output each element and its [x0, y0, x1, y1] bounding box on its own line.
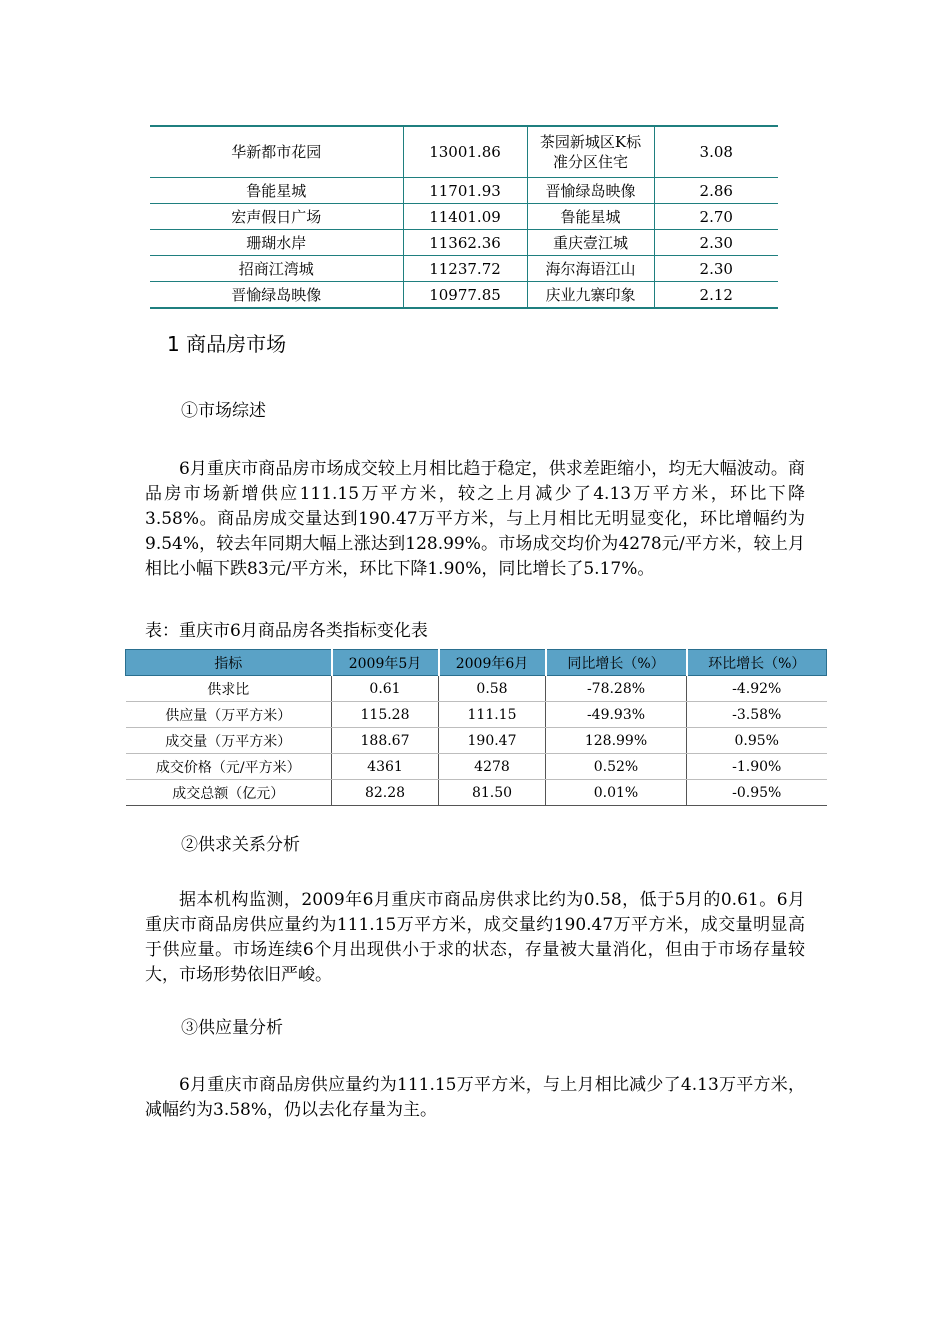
project-name: 海尔海语江山 [527, 256, 654, 282]
table-row [150, 178, 778, 204]
table-row [150, 256, 778, 282]
section-title: 1 商品房市场 [167, 332, 287, 356]
subsection-title: ③供应量分析 [181, 1018, 283, 1038]
project-value: 10977.85 [403, 282, 527, 309]
table-cell: 0.95% [687, 728, 827, 754]
table-row [126, 676, 827, 702]
project-name: 华新都市花园 [150, 126, 403, 178]
paragraph-supply-demand: 据本机构监测，2009年6月重庆市商品房供求比约为0.58，低于5月的0.61。6月重庆市商品房供应量约为111.15万平方米，成交量约190.47万平方米，成交量明显高于供应量。市场连续6个月出现供小于求的状态，存量被大量消化，但由于市场存量较大，市场形势依旧严峻。 [145, 890, 805, 985]
project-name: 重庆壹江城 [527, 230, 654, 256]
table-cell: 成交量（万平方米） [126, 728, 332, 754]
table-row [150, 230, 778, 256]
table-cell: -49.93% [546, 702, 687, 728]
project-name: 宏声假日广场 [150, 204, 403, 230]
table-row [126, 702, 827, 728]
table-cell: 111.15 [439, 702, 546, 728]
project-value: 2.12 [654, 282, 778, 309]
table-cell: 4278 [439, 754, 546, 780]
table-cell: -4.92% [687, 676, 827, 702]
table-cell: 0.01% [546, 780, 687, 806]
column-header: 2009年5月 [332, 650, 439, 676]
table-row [126, 780, 827, 806]
project-name: 鲁能星城 [527, 204, 654, 230]
table-row [126, 728, 827, 754]
table-cell: -1.90% [687, 754, 827, 780]
project-value: 11401.09 [403, 204, 527, 230]
table-cell: -3.58% [687, 702, 827, 728]
table-row [126, 754, 827, 780]
table-row [150, 282, 778, 309]
table-cell: 0.61 [332, 676, 439, 702]
project-name [527, 126, 654, 178]
project-value: 2.86 [654, 178, 778, 204]
paragraph-supply-analysis: 6月重庆市商品房供应量约为111.15万平方米，与上月相比减少了4.13万平方米，减幅约为3.58%，仍以去化存量为主。 [145, 1075, 805, 1120]
table-cell: 81.50 [439, 780, 546, 806]
table-cell: 成交总额（亿元） [126, 780, 332, 806]
project-name: 晋愉绿岛映像 [527, 178, 654, 204]
table-cell: 188.67 [332, 728, 439, 754]
table-cell: 82.28 [332, 780, 439, 806]
table-header-row [126, 650, 827, 676]
project-value: 3.08 [654, 126, 778, 178]
project-value: 11701.93 [403, 178, 527, 204]
table-row [150, 204, 778, 230]
subsection-title: ①市场综述 [181, 401, 266, 421]
project-value: 11237.72 [403, 256, 527, 282]
table-cell: -0.95% [687, 780, 827, 806]
table-cell: 供求比 [126, 676, 332, 702]
table-cell: -78.28% [546, 676, 687, 702]
project-value: 11362.36 [403, 230, 527, 256]
table-row [150, 126, 778, 178]
project-value: 2.70 [654, 204, 778, 230]
indicator-table [125, 649, 827, 806]
project-name-text: 茶园新城区K标准分区住宅 [539, 133, 642, 171]
project-name: 珊瑚水岸 [150, 230, 403, 256]
table-cell: 115.28 [332, 702, 439, 728]
table-cell: 成交价格（元/平方米） [126, 754, 332, 780]
project-value: 2.30 [654, 256, 778, 282]
subsection-title: ②供求关系分析 [181, 835, 300, 855]
table-cell: 0.52% [546, 754, 687, 780]
column-header: 指标 [126, 650, 332, 676]
column-header: 2009年6月 [439, 650, 546, 676]
table-cell: 0.58 [439, 676, 546, 702]
table-cell: 4361 [332, 754, 439, 780]
project-ranking-table [150, 125, 778, 309]
project-name: 鲁能星城 [150, 178, 403, 204]
project-value: 2.30 [654, 230, 778, 256]
table-cell: 128.99% [546, 728, 687, 754]
table-caption: 表：重庆市6月商品房各类指标变化表 [145, 621, 428, 641]
project-name: 招商江湾城 [150, 256, 403, 282]
project-name: 晋愉绿岛映像 [150, 282, 403, 309]
table-cell: 190.47 [439, 728, 546, 754]
column-header: 同比增长（%） [546, 650, 687, 676]
project-value: 13001.86 [403, 126, 527, 178]
column-header: 环比增长（%） [687, 650, 827, 676]
project-name: 庆业九寨印象 [527, 282, 654, 309]
table-cell: 供应量（万平方米） [126, 702, 332, 728]
paragraph-market-overview: 6月重庆市商品房市场成交较上月相比趋于稳定，供求差距缩小，均无大幅波动。商品房市场新增供应111.15万平方米，较之上月减少了4.13万平方米，环比下降3.58%。商品房成交量达到190.47万平方米，与上月相比无明显变化，环比增幅约为9.54%，较去年同期大幅上涨达到128.99%。市场成交均价为4278元/平方米，较上月相比小幅下跌83元/平方米，环比下降1.90%，同比增长了5.17%。 [145, 459, 805, 579]
